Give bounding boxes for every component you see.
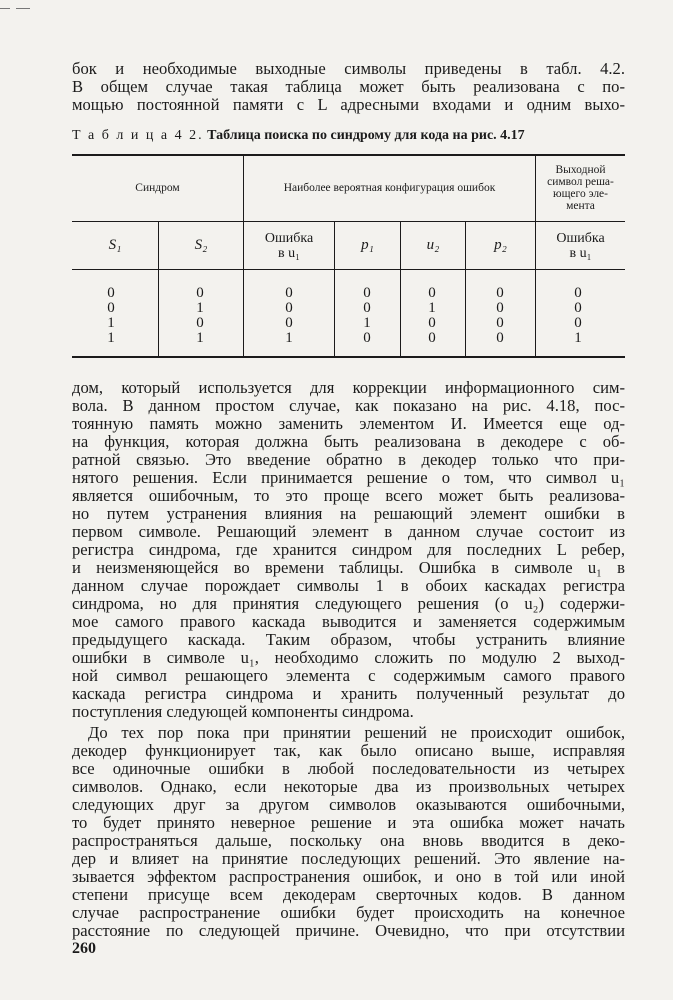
text-line: предыдущего каскада. Таким образом, чтобы устранить влияние: [72, 630, 625, 649]
text-line: все одиночные ошибки в любой последовательности из четырех: [72, 759, 625, 778]
table-cell: 1: [107, 315, 115, 331]
column-header-p2: p₂: [494, 237, 507, 253]
text-line: случае распространение ошибки будет происходить на конечное: [72, 903, 625, 922]
column-header-error-u1: [244, 222, 334, 269]
header-output-line: мента: [566, 200, 595, 212]
text-line: декодер функционирует так, как было описано выше, исправляя: [72, 741, 625, 760]
scan-mark: [16, 8, 30, 9]
text-line: нятого решения. Если принимается решение о том, что символ u₁: [72, 468, 625, 487]
table-cell: 0: [285, 315, 293, 331]
column-header-line: в u₁: [569, 245, 592, 261]
table-cell: 0: [363, 285, 371, 301]
column-header-u2: u₂: [426, 237, 440, 253]
column-header-line: Ошибка: [556, 230, 605, 246]
table-cell: 0: [428, 315, 436, 331]
column-header-output-u1: [536, 222, 625, 269]
text-line: то будет принято неверное решение и эта ошибка может начать: [72, 813, 625, 832]
text-line: поступления следующей компоненты синдрома.: [72, 702, 414, 721]
column-header-line: в u₁: [278, 245, 300, 261]
table-cell: 0: [574, 285, 582, 301]
text-line: дер и влияет на принятие последующих решений. Это явление на-: [72, 849, 625, 868]
table-cell: 0: [496, 330, 504, 346]
column-header-s2: S₂: [194, 237, 208, 253]
header-syndrome: Синдром: [135, 182, 180, 194]
text-line: символов. Однако, если некоторые два из произвольных четырех: [72, 777, 625, 796]
header-output-line: Выходной: [555, 164, 606, 176]
text-line: синдрома, но для принятия следующего решения (о u₂) содержи-: [72, 594, 625, 613]
text-line: расстояние по следующей причине. Очевидно, что при отсутствии: [72, 921, 625, 940]
text-line: тоянную память можно заменить элементом И. Имеется еще од-: [72, 414, 625, 433]
text-line: но путем устранения влияния на решающий элемент ошибки в: [72, 504, 625, 523]
table-cell: 1: [428, 300, 436, 316]
table-cell: 1: [196, 300, 204, 316]
page-number: 260: [72, 940, 96, 957]
text-line: данном случае порождает символы 1 в обоих каскадах регистра: [72, 576, 625, 595]
table-caption: [72, 128, 625, 144]
table-cell: 1: [574, 330, 582, 346]
header-output-line: символ реша-: [547, 176, 614, 188]
table-cell: 1: [363, 315, 371, 331]
table-caption-title: Таблица поиска по синдрому для кода на рис. 4.17: [207, 128, 525, 143]
text-line: ратной связью. Это введение обратно в декодер только что при-: [72, 450, 625, 469]
text-line: дом, который используется для коррекции информационного сим-: [72, 378, 625, 397]
text-line: каскада регистра синдрома и хранить полученный результат до: [72, 684, 625, 703]
table-cell: 0: [428, 285, 436, 301]
table-caption-label: Т а б л и ц а 4 2.: [72, 128, 204, 143]
header-output: [536, 155, 625, 221]
text-line: степени присуще всем декодерам сверточных кодов. В данном: [72, 885, 625, 904]
table-cell: 0: [285, 300, 293, 316]
table-cell: 0: [574, 315, 582, 331]
header-output-line: ющего эле-: [552, 188, 608, 200]
table-cell: 0: [196, 315, 204, 331]
table-cell: 0: [196, 285, 204, 301]
text-line: До тех пор пока при принятии решений не происходит ошибок,: [88, 723, 625, 742]
table-cell: 1: [196, 330, 204, 346]
scan-mark: [0, 8, 10, 9]
text-line: следующих друг за другом символов оказываются ошибочными,: [72, 795, 625, 814]
text-line: вола. В данном простом случае, как показано на рис. 4.18, пос-: [72, 396, 625, 415]
text-line: на функция, которая должна быть реализована в декодере с об-: [72, 432, 625, 451]
table-rule-subheader: [72, 269, 625, 270]
table-cell: 0: [428, 330, 436, 346]
text-line: регистра синдрома, где хранится синдром для последних L ребер,: [72, 540, 625, 559]
text-line: является ошибочным, то это проще всего может быть реализова-: [72, 486, 625, 505]
table-cell: 0: [107, 300, 115, 316]
column-header-s1: S₁: [108, 237, 122, 253]
table-cell: 1: [285, 330, 293, 346]
text-line: распространяться дальше, поскольку она вновь вводится в деко-: [72, 831, 625, 850]
text-line: ошибки в символе u₁, необходимо сложить по модулю 2 выход-: [72, 648, 625, 667]
table-cell: 0: [496, 300, 504, 316]
text-line: В общем случае такая таблица может быть реализована с по-: [72, 77, 625, 96]
table-rule-bottom: [72, 356, 625, 358]
text-line: и неизменяющейся во времени таблицы. Ошибка в символе u₁ в: [72, 558, 625, 577]
table-cell: 0: [285, 285, 293, 301]
header-error-config: Наиболее вероятная конфигурация ошибок: [283, 182, 496, 194]
table-cell: 0: [363, 300, 371, 316]
table-cell: 0: [496, 285, 504, 301]
table-cell: 0: [107, 285, 115, 301]
column-header-p1: p₁: [361, 237, 374, 253]
column-header-line: Ошибка: [264, 230, 314, 246]
text-line: первом символе. Решающий элемент в данном случае состоит из: [72, 522, 625, 541]
text-line: мощью постоянной памяти с L адресными входами и одним выхо-: [72, 95, 625, 114]
text-line: бок и необходимые выходные символы приведены в табл. 4.2.: [72, 59, 625, 78]
table-cell: 1: [107, 330, 115, 346]
text-line: зывается эффектом распространения ошибок, и оно в той или иной: [72, 867, 625, 886]
table-cell: 0: [363, 330, 371, 346]
text-line: ной символ решающего элемента с содержимым самого правого: [72, 666, 625, 685]
table-cell: 0: [574, 300, 582, 316]
table-cell: 0: [496, 315, 504, 331]
text-line: мое самого правого каскада выводится и заменяется содержимым: [72, 612, 625, 631]
